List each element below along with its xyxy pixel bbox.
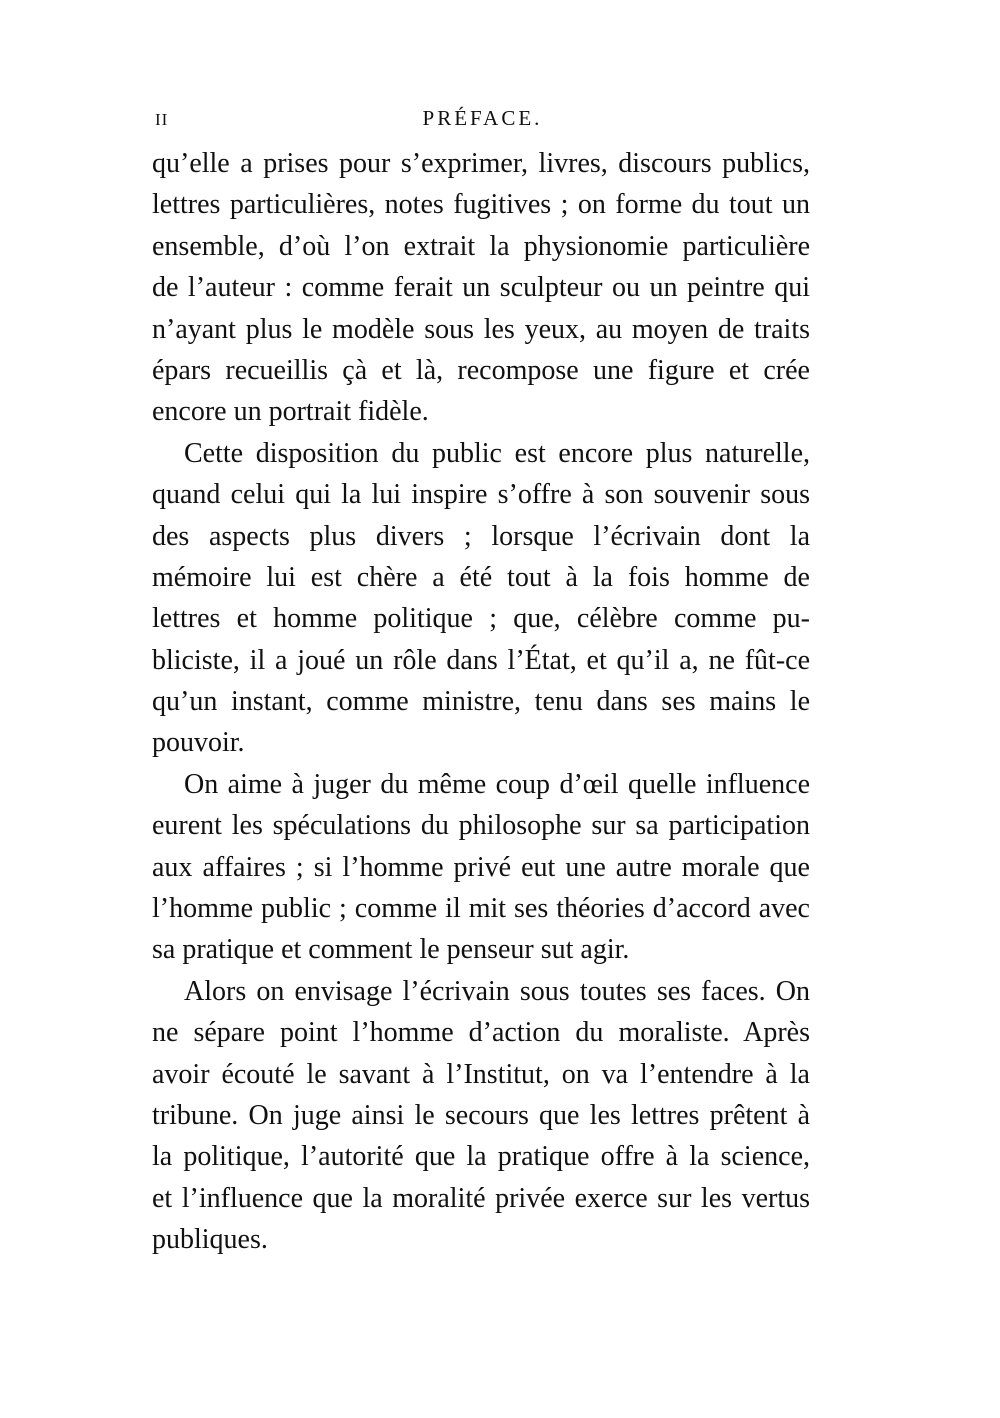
text-line: pouvoir. — [152, 727, 245, 759]
text-line: eurent les spéculations du philosophe sur sa participation — [152, 810, 810, 842]
text-line: quand celui qui la lui inspire s’offre à son souvenir sous — [152, 479, 810, 511]
running-title: PRÉFACE. — [422, 106, 543, 130]
body-text — [152, 143, 810, 1261]
text-line: encore un portrait fidèle. — [152, 396, 429, 428]
text-line: ne sépare point l’homme d’action du moraliste. Après — [152, 1017, 810, 1049]
text-line: On aime à juger du même coup d’œil quelle influence — [184, 768, 810, 800]
page-number: II — [155, 110, 169, 129]
text-line: la politique, l’autorité que la pratique offre à la science, — [152, 1141, 810, 1173]
text-line: ensemble, d’où l’on extrait la physionomie particulière — [152, 230, 810, 262]
text-line: épars recueillis çà et là, recompose une figure et crée — [152, 354, 810, 386]
text-line: qu’elle a prises pour s’exprimer, livres, discours publics, — [152, 148, 810, 179]
text-line: n’ayant plus le modèle sous les yeux, au moyen de traits — [152, 313, 810, 345]
paragraph-2 — [152, 433, 810, 764]
text-line: des aspects plus divers ; lorsque l’écrivain dont la — [152, 520, 810, 552]
text-line: mémoire lui est chère a été tout à la fois homme de — [152, 561, 810, 593]
text-line: aux affaires ; si l’homme privé eut une autre morale que — [152, 851, 810, 883]
paragraph-1 — [152, 143, 810, 433]
text-line: Alors on envisage l’écrivain sous toutes ses faces. On — [184, 975, 810, 1007]
text-line: lettres et homme politique ; que, célèbre comme pu- — [152, 603, 810, 635]
text-line: bliciste, il a joué un rôle dans l’État, et qu’il a, ne fût-ce — [152, 644, 810, 676]
paragraph-3 — [152, 764, 810, 971]
text-line: Cette disposition du public est encore plus naturelle, — [184, 437, 810, 469]
text-line: publiques. — [152, 1224, 268, 1256]
text-line: de l’auteur : comme ferait un sculpteur ou un peintre qui — [152, 272, 810, 304]
paragraph-4 — [152, 971, 810, 1261]
text-line: tribune. On juge ainsi le secours que les lettres prêtent à — [152, 1099, 810, 1131]
text-line: sa pratique et comment le penseur sut agir. — [152, 934, 630, 966]
text-line: l’homme public ; comme il mit ses théories d’accord avec — [152, 893, 810, 925]
text-line: lettres particulières, notes fugitives ; on forme du tout un — [152, 189, 810, 221]
text-line: qu’un instant, comme ministre, tenu dans ses mains le — [152, 686, 810, 718]
running-head — [155, 106, 810, 136]
text-line: avoir écouté le savant à l’Institut, on va l’entendre à la — [152, 1058, 810, 1090]
text-line: et l’influence que la moralité privée exerce sur les vertus — [152, 1182, 810, 1214]
